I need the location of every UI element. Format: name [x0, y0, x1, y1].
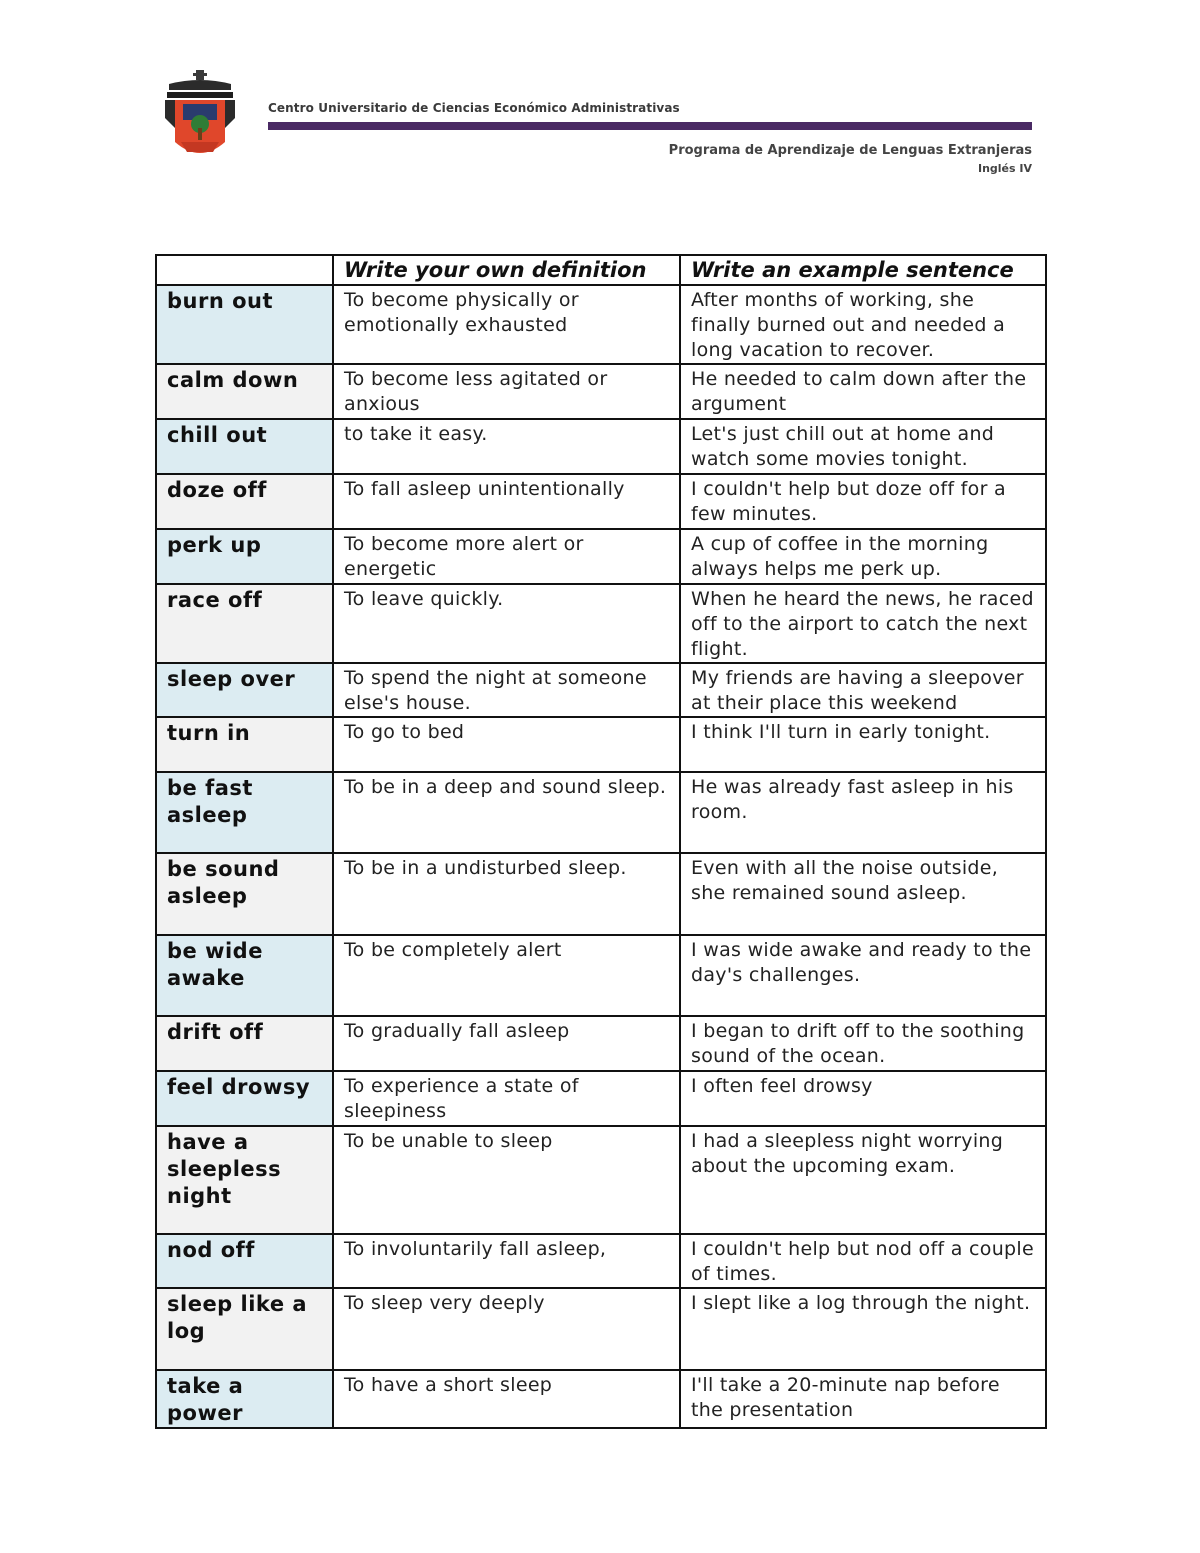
example-cell: My friends are having a sleepover at their place this weekend	[680, 663, 1046, 717]
example-cell: When he heard the news, he raced off to the airport to catch the next flight.	[680, 584, 1046, 663]
program-name: Programa de Aprendizaje de Lenguas Extranjeras	[668, 143, 1032, 158]
term-cell: be wide awake	[156, 935, 333, 1016]
example-cell: He was already fast asleep in his room.	[680, 772, 1046, 853]
term-cell: turn in	[156, 717, 333, 772]
definition-cell: to take it easy.	[333, 419, 680, 474]
table-row	[156, 1234, 1046, 1288]
term-cell: sleep over	[156, 663, 333, 717]
phrasal-verbs-table	[155, 254, 1047, 1429]
definition-cell: To involuntarily fall asleep,	[333, 1234, 680, 1288]
table-row	[156, 717, 1046, 772]
term-cell: sleep like a log	[156, 1288, 333, 1370]
term-cell: be sound asleep	[156, 853, 333, 935]
term-cell: perk up	[156, 529, 333, 584]
example-cell: A cup of coffee in the morning always helps me perk up.	[680, 529, 1046, 584]
definition-cell: To become more alert or energetic	[333, 529, 680, 584]
table-row	[156, 853, 1046, 935]
table-row	[156, 419, 1046, 474]
definition-cell: To spend the night at someone else's house.	[333, 663, 680, 717]
example-cell: I slept like a log through the night.	[680, 1288, 1046, 1370]
page-header	[0, 0, 1200, 200]
example-cell: I'll take a 20-minute nap before the presentation	[680, 1370, 1046, 1428]
term-cell: nod off	[156, 1234, 333, 1288]
organization-name: Centro Universitario de Ciencias Económico Administrativas	[268, 101, 680, 115]
table-row	[156, 584, 1046, 663]
example-cell: I was wide awake and ready to the day's challenges.	[680, 935, 1046, 1016]
term-cell: feel drowsy	[156, 1071, 333, 1126]
example-cell: I often feel drowsy	[680, 1071, 1046, 1126]
example-cell: He needed to calm down after the argument	[680, 364, 1046, 419]
table-row	[156, 474, 1046, 529]
table-row	[156, 1370, 1046, 1428]
term-cell: race off	[156, 584, 333, 663]
example-cell: I had a sleepless night worrying about the upcoming exam.	[680, 1126, 1046, 1234]
table-row	[156, 364, 1046, 419]
definition-cell: To sleep very deeply	[333, 1288, 680, 1370]
column-header-term	[156, 255, 333, 285]
example-cell: Even with all the noise outside, she remained sound asleep.	[680, 853, 1046, 935]
table-row	[156, 663, 1046, 717]
table-row	[156, 285, 1046, 364]
university-crest-logo	[163, 68, 237, 162]
header-divider	[268, 122, 1032, 130]
definition-cell: To be unable to sleep	[333, 1126, 680, 1234]
term-cell: have a sleepless night	[156, 1126, 333, 1234]
definition-cell: To be in a deep and sound sleep.	[333, 772, 680, 853]
example-cell: I think I'll turn in early tonight.	[680, 717, 1046, 772]
definition-cell: To be completely alert	[333, 935, 680, 1016]
table-header-row	[156, 255, 1046, 285]
table-row	[156, 1071, 1046, 1126]
column-header-definition: Write your own definition	[333, 255, 680, 285]
term-cell: chill out	[156, 419, 333, 474]
table-row	[156, 1016, 1046, 1071]
table-row	[156, 935, 1046, 1016]
definition-cell: To gradually fall asleep	[333, 1016, 680, 1071]
definition-cell: To fall asleep unintentionally	[333, 474, 680, 529]
definition-cell: To experience a state of sleepiness	[333, 1071, 680, 1126]
table-row	[156, 772, 1046, 853]
course-level: Inglés IV	[977, 162, 1032, 175]
term-cell: drift off	[156, 1016, 333, 1071]
term-cell: calm down	[156, 364, 333, 419]
table-row	[156, 529, 1046, 584]
example-cell: After months of working, she finally burned out and needed a long vacation to recover.	[680, 285, 1046, 364]
definition-cell: To leave quickly.	[333, 584, 680, 663]
definition-cell: To have a short sleep	[333, 1370, 680, 1428]
definition-cell: To become less agitated or anxious	[333, 364, 680, 419]
term-cell: burn out	[156, 285, 333, 364]
term-cell: take a power	[156, 1370, 333, 1428]
example-cell: I couldn't help but nod off a couple of times.	[680, 1234, 1046, 1288]
column-header-example: Write an example sentence	[680, 255, 1046, 285]
example-cell: Let's just chill out at home and watch some movies tonight.	[680, 419, 1046, 474]
term-cell: be fast asleep	[156, 772, 333, 853]
example-cell: I began to drift off to the soothing sound of the ocean.	[680, 1016, 1046, 1071]
table-row	[156, 1126, 1046, 1234]
definition-cell: To be in a undisturbed sleep.	[333, 853, 680, 935]
definition-cell: To go to bed	[333, 717, 680, 772]
term-cell: doze off	[156, 474, 333, 529]
table-row	[156, 1288, 1046, 1370]
example-cell: I couldn't help but doze off for a few minutes.	[680, 474, 1046, 529]
definition-cell: To become physically or emotionally exhausted	[333, 285, 680, 364]
